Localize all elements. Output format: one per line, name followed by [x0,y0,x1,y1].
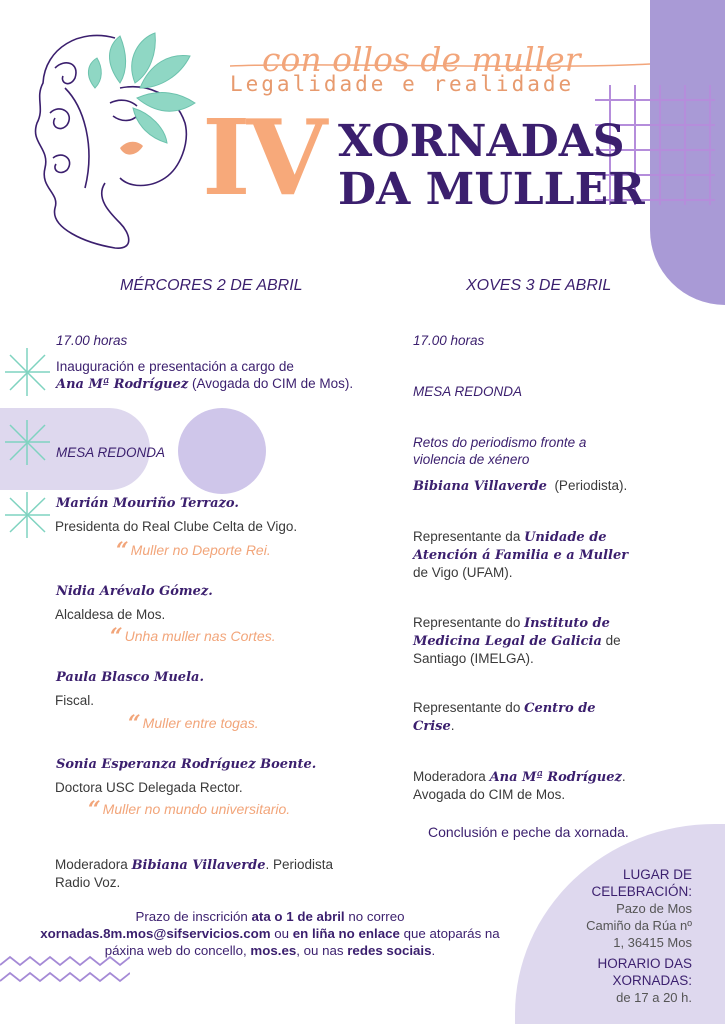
day2-heading: XOVES 3 DE ABRIL [466,277,612,294]
day2-rep-ufam: Representante da Unidade de Atención á Familia e a Muller de Vigo (UFAM). [413,529,629,580]
edition-numeral: IV [202,96,324,219]
registration-info: Prazo de inscrición ata o 1 de abril no correo xornadas.8m.mos@sifservicios.com ou en liña no enlace que atoparás na páxina web do concello, mos.es, ou nas redes sociais. [40,909,500,958]
speaker-3-name: Paula Blasco Muela. [56,670,204,685]
speaker-2-role: Alcaldesa de Mos. [55,607,166,622]
woman-face-illustration [25,28,205,253]
day1-heading: MÉRCORES 2 DE ABRIL [120,277,303,294]
inauguration-text: Inauguración e presentación a cargo de [56,359,294,374]
day2-rep-centro-crise: Representante do Centro de Crise. [413,700,596,734]
speaker-4-talk: “ Muller no mundo universitario. [88,797,291,823]
script-underline [230,60,650,72]
inauguration-name: Ana Mª Rodríguez [56,377,189,392]
speaker-3-role: Fiscal. [55,693,95,708]
day2-speaker-1: Bibiana Villaverde (Periodista). [413,478,628,494]
day2-panel-label: MESA REDONDA [413,384,523,399]
website-link[interactable]: mos.es [250,943,297,958]
subtitle: Legalidade e realidade [230,72,575,96]
day2-closing: Conclusión e peche da xornada. [428,824,629,840]
script-title: con ollos de muller [262,40,581,79]
day1-time: 17.00 horas [56,333,128,348]
day1-moderator: Moderadora Bibiana Villaverde. Periodista Radio Voz. [55,857,334,890]
speaker-4-name: Sonia Esperanza Rodríguez Boente. [56,757,317,772]
inauguration-role: (Avogada do CIM de Mos). [192,376,354,391]
speaker-3-talk: “ Muller entre togas. [128,711,259,737]
day2-rep-imelga: Representante do Instituto de Medicina Legal de Galicia de Santiago (IMELGA). [413,615,621,666]
decorative-circle [178,408,266,494]
speaker-1-role: Presidenta do Real Clube Celta de Vigo. [55,519,298,534]
title-line-2: DA MULLER [338,164,645,215]
teal-star-decorations [0,340,60,540]
speaker-1-talk: “ Muller no Deporte Rei. [116,538,271,564]
day2-time: 17.00 horas [413,333,485,348]
venue-info: LUGAR DE CELEBRACIÓN: Pazo de Mos Camiño da Rúa nº 1, 36415 Mos HORARIO DAS XORNADAS: de 17 a 20 h. [586,867,692,1005]
day2-topic: Retos do periodismo fronte a violencia de xénero [413,435,587,467]
day1-panel-label: MESA REDONDA [56,445,166,460]
speaker-2-name: Nidia Arévalo Gómez. [56,584,213,599]
registration-email[interactable]: xornadas.8m.mos@sifservicios.com [40,926,271,941]
speaker-1-name: Marián Mouriño Terrazo. [56,496,239,511]
day1-inauguration [56,358,366,393]
speaker-4-role: Doctora USC Delegada Rector. [55,780,243,795]
speaker-2-talk: “ Unha muller nas Cortes. [110,624,276,650]
title-line-1: XORNADAS [338,116,625,167]
zigzag-decoration [0,955,130,985]
day2-moderator: Moderadora Ana Mª Rodríguez. Avogada do CIM de Mos. [413,769,626,802]
